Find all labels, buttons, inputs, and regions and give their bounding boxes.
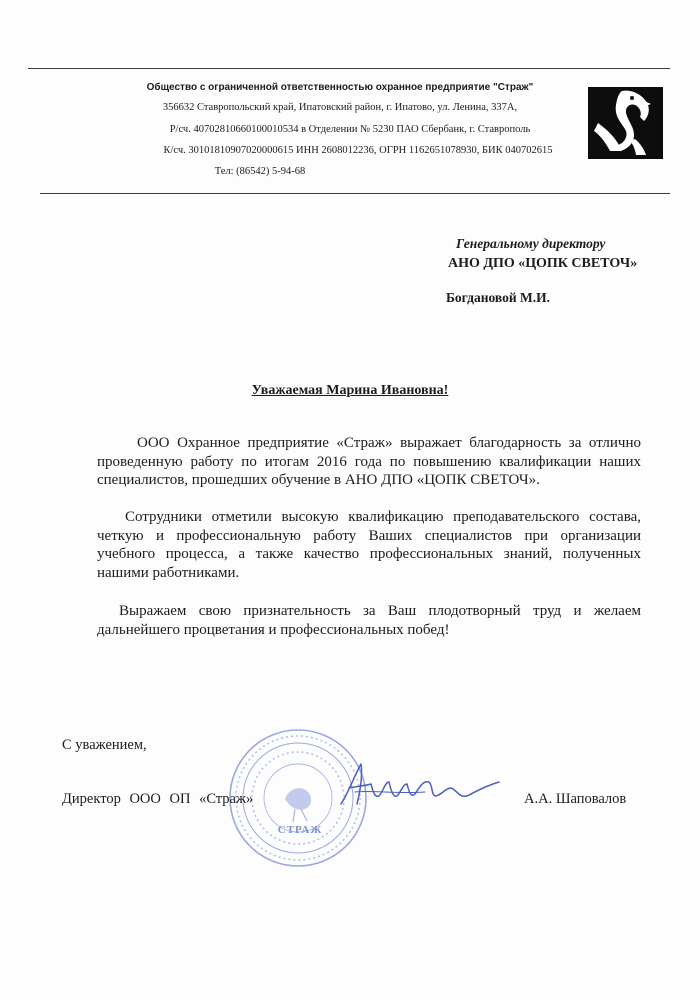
company-phone: Тел: (86542) 5-94-68 [214, 166, 306, 177]
company-account: Р/сч. 40702810660100010534 в Отделении № 5230 ПАО Сбербанк, г. Ставрополь [169, 124, 531, 135]
addressee-name: Богдановой М.И. [446, 290, 550, 305]
stamp-center-text: СТРАЖ [277, 824, 323, 836]
header-top-rule [28, 68, 670, 69]
company-corr-account: К/сч. 30101810907020000615 ИНН 2608012236, ОГРН 1162651078930, БИК 040702615 [163, 145, 553, 156]
eagle-logo-icon [588, 87, 663, 159]
signatory-position: Директор ООО ОП «Страж» [62, 791, 254, 807]
body-paragraph-3: Выражаем свою признательность за Ваш плодотворный труд и желаем дальнейшего процветания и профессиональных побед! [97, 603, 641, 638]
addressee-organization: АНО ДПО «ЦОПК СВЕТОЧ» [448, 256, 638, 271]
company-name: Общество с ограниченной ответственностью охранное предприятие "Страж" [146, 82, 534, 93]
handwritten-signature [335, 752, 505, 817]
closing-phrase: С уважением, [62, 737, 147, 753]
addressee-position: Генеральному директору [456, 236, 606, 251]
header-bottom-rule [40, 193, 670, 194]
body-paragraph-1: ООО Охранное предприятие «Страж» выражает благодарность за отлично проведенную работу по итогам 2016 года по повышению квалификации наших специалистов, прошедших обучение в АНО ДПО «ЦОПК СВЕТОЧ». [97, 435, 641, 488]
company-address: 356632 Ставропольский край, Ипатовский район, г. Ипатово, ул. Ленина, 337А, [162, 102, 518, 113]
signatory-name: А.А. Шаповалов [524, 791, 627, 807]
letter-greeting: Уважаемая Марина Ивановна! [251, 383, 449, 398]
body-paragraph-2: Сотрудники отметили высокую квалификацию преподавательского состава, четкую и профессиональную работу Ваших специалистов при организации учебного процесса, а также качество профессиональных знаний, полученных нашими работниками. [97, 509, 641, 581]
